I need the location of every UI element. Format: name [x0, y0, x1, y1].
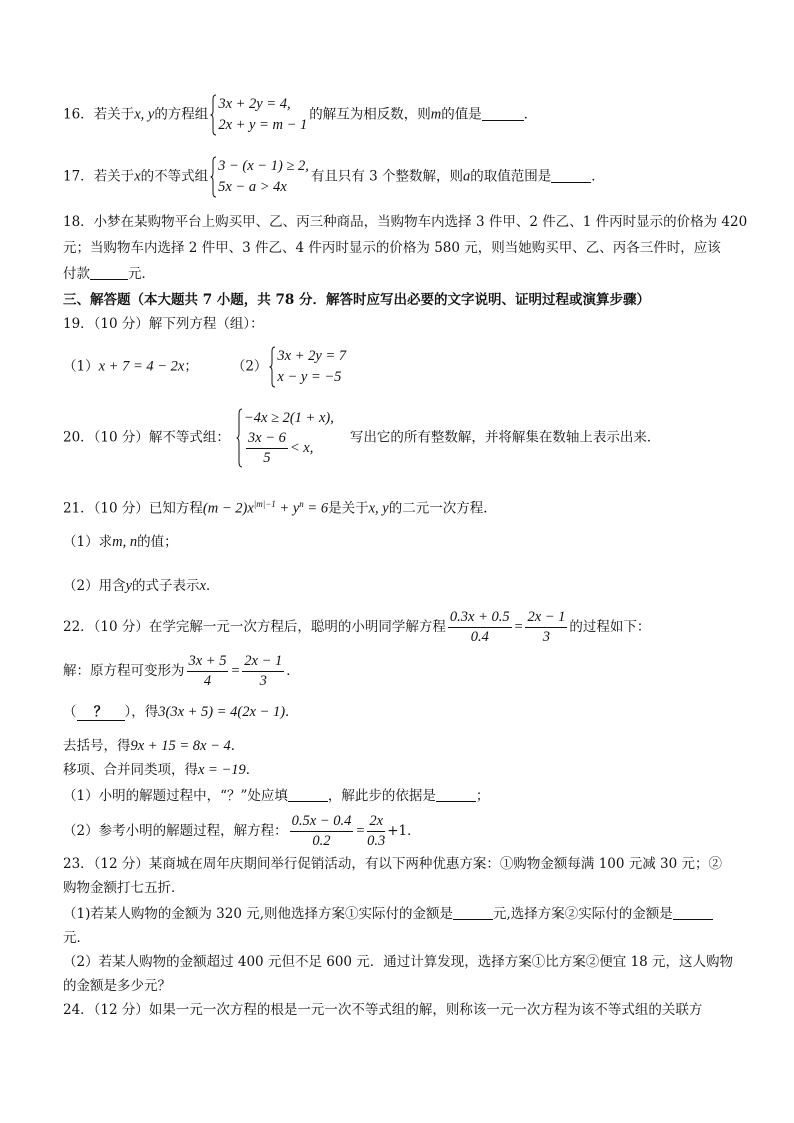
equation-system: 3x + 2y = 7 x − y = −5: [269, 346, 346, 388]
answer-blank: [673, 907, 713, 920]
question-17: 17．若关于x的不等式组 3 − (x − 1) ≥ 2, 5x − a > 4x 有且只有 3 个整数解，则a的取值范围是 ．: [63, 156, 605, 198]
question-16: 16．若关于x, y的方程组 3x + 2y = 4, 2x + y = m − 1 的解互为相反数，则m的值是 ．: [63, 94, 537, 136]
question-22-part-1: （1）小明的解题过程中，“？”处应填 ，解此步的依据是 ；: [63, 788, 490, 804]
left-brace-icon: [210, 94, 217, 136]
question-22-step-3: 去括号，得9x + 15 = 8x − 4．: [63, 738, 245, 754]
question-18-line-3: 付款 元．: [63, 266, 155, 282]
answer-blank: [436, 789, 476, 802]
answer-blank: [288, 789, 328, 802]
question-number: 16．: [63, 106, 94, 123]
section-heading: 三、解答题（本大题共 7 小题，共 78 分．解答时应写出必要的文字说明、证明过程或演算步骤）: [63, 292, 650, 308]
question-18-line-1: 18．小梦在某购物平台上购买甲、乙、丙三种商品，当购物车内选择 3 件甲、2 件乙、1 件丙时显示的价格为 420: [63, 214, 748, 230]
question-23-part-1-end: 元．: [63, 930, 90, 946]
question-22-step-1: 解：原方程可变形为 $\frac{3x + 5}{4}$ = $\frac{2x - 1}{3}$ ．: [63, 653, 300, 689]
answer-blank: [551, 170, 591, 183]
left-brace-icon: [269, 346, 276, 388]
question-19-heading: 19．（10 分）解下列方程（组）：: [63, 316, 264, 332]
question-22-step-4: 移项、合并同类项，得x = −19．: [63, 762, 260, 778]
question-number: 17．: [63, 168, 94, 185]
question-19-parts: （1）x + 7 = 4 − 2x； （2） 3x + 2y = 7 x − y = −5: [63, 346, 348, 388]
question-22-part-2: （2）参考小明的解题过程，解方程： $\frac{0.5x - 0.4}{0.2}$ = $\frac{2x}{0.3}$ +1．: [63, 813, 421, 849]
equation-system: 3x + 2y = 4, 2x + y = m − 1: [210, 94, 307, 136]
question-21-part-1: （1）求m, n的值；: [63, 534, 178, 550]
question-22: 22．（10 分）在学完解一元一次方程后，聪明的小明同学解方程 $\frac{0.3x + 0.5}{0.4}$ = $\frac{2x - 1}{3}$ 的过程如下：: [63, 609, 651, 645]
question-20: 20．（10 分）解不等式组： −4x ≥ 2(1 + x), $\frac{3x - 6}{5}$ < x, 写出它的所有整数解，并将解集在数轴上表示出来．: [63, 410, 661, 466]
inequality-system: −4x ≥ 2(1 + x), $\frac{3x - 6}{5}$ < x,: [236, 408, 334, 468]
answer-blank: [90, 267, 128, 280]
question-18-line-2: 元；当购物车内选择 2 件甲、3 件乙、4 件丙时显示的价格为 580 元，则当她购买甲、乙、丙各三件时，应该: [63, 240, 721, 256]
question-22-step-2: （ ？ ），得3(3x + 5) = 4(2x − 1)．: [63, 704, 299, 720]
inequality-system: 3 − (x − 1) ≥ 2, 5x − a > 4x: [210, 156, 309, 198]
question-24-line-1: 24．（12 分）如果一元一次方程的根是一元一次不等式组的解，则称该一元一次方程为该不等式组的关联方: [63, 1002, 703, 1018]
answer-blank: [453, 907, 493, 920]
question-21: 21．（10 分）已知方程$(m - 2)x^{|m|-1} + y^n = 6$是关于x, y的二元一次方程．: [63, 499, 497, 517]
left-brace-icon: [236, 408, 243, 468]
question-23-line-2: 购物金额打七五折．: [63, 880, 185, 896]
question-23-part-2-line-1: （2）若某人购物的金额超过 400 元但不足 600 元．通过计算发现，选择方案①比方案②便宜 18 元，这人购物: [63, 954, 734, 970]
answer-blank: [482, 108, 524, 121]
question-23-part-2-line-2: 的金额是多少元？: [63, 978, 171, 994]
question-23-line-1: 23．（12 分）某商城在周年庆期间举行促销活动，有以下两种优惠方案：①购物金额每满 100 元减 30 元；②: [63, 856, 723, 872]
question-23-part-1: （1)若某人购物的金额为 320 元,则他选择方案①实际付的金额是 元,选择方案②实际付的金额是: [63, 904, 713, 924]
left-brace-icon: [210, 156, 217, 198]
question-21-part-2: （2）用含y的式子表示x．: [63, 578, 220, 594]
